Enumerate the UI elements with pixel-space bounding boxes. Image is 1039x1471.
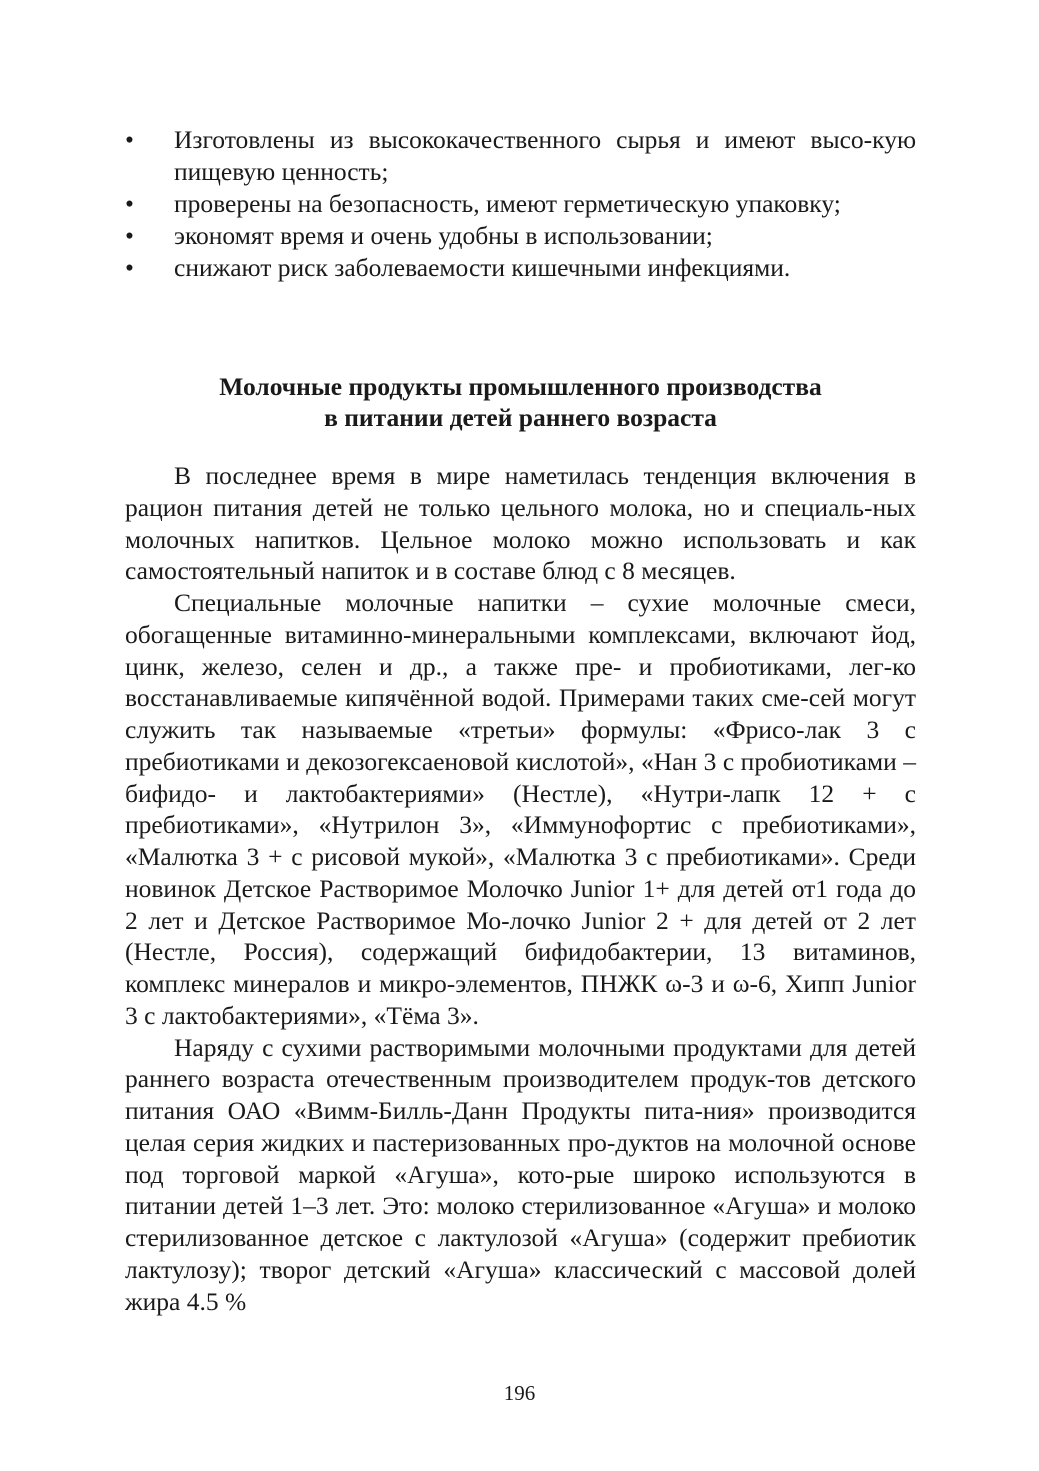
list-item-text: Изготовлены из высококачественного сырья и имеют высо-кую пищевую ценность;	[174, 125, 916, 186]
list-item-text: экономят время и очень удобны в использовании;	[174, 221, 713, 250]
section-heading-line-2: в питании детей раннего возраста	[324, 403, 717, 432]
bullet-list	[125, 124, 916, 284]
paragraph: Наряду с сухими растворимыми молочными продуктами для детей раннего возраста отечественным производителем продук-тов детского питания ОАО «Вимм-Билль-Данн Продукты пита-ния» производится целая серия жидких и пастеризованных про-дуктов на молочной основе под торговой маркой «Агуша», кото-рые широко используются в питании детей 1–3 лет. Это: молоко стерилизованное «Агуша» и молоко стерилизованное детское с лактулозой «Агуша» (содержит пребиотик лактулозу); творог детский «Агуша» классический с массовой долей жира 4.5 %	[125, 1032, 916, 1316]
paragraph: В последнее время в мире наметилась тенденция включения в рацион питания детей не только цельного молока, но и специаль-ных молочных напитков. Цельное молоко можно использовать и как самостоятельный напиток и в составе блюд с 8 месяцев.	[125, 461, 916, 586]
section-heading	[125, 371, 916, 433]
list-item	[125, 124, 916, 188]
list-item	[125, 252, 916, 284]
list-item-text: снижают риск заболеваемости кишечными инфекциями.	[174, 253, 791, 282]
list-item	[125, 188, 916, 220]
page-number: 196	[503, 1381, 536, 1405]
list-item-text: проверены на безопасность, имеют герметическую упаковку;	[174, 189, 841, 218]
bullet-icon: •	[125, 221, 134, 250]
body-text	[125, 460, 916, 1317]
list-item	[125, 220, 916, 252]
section-heading-line-1: Молочные продукты промышленного производства	[219, 372, 822, 401]
paragraph: Специальные молочные напитки – сухие молочные смеси, обогащенные витаминно-минеральными комплексами, включают йод, цинк, железо, селен и др., а также пре- и пробиотиками, лег-ко восстанавливаемые кипячённой водой. Примерами таких сме-сей могут служить так называемые «третьи» формулы: «Фрисо-лак 3 с пребиотиками и декозогексаеновой кислотой», «Нан 3 с пробиотиками – бифидо- и лактобактериями» (Нестле), «Нутри-лапк 12 + с пребиотиками», «Нутрилон 3», «Иммунофортис с пребиотиками», «Малютка 3 + с рисовой мукой», «Малютка 3 с пребиотиками». Среди новинок Детское Растворимое Молочко Junior 1+ для детей от1 года до 2 лет и Детское Растворимое Мо-лочко Junior 2 + для детей от 2 лет (Нестле, Россия), содержащий бифидобактерии, 13 витаминов, комплекс минералов и микро-элементов, ПНЖК ω-3 и ω-6, Хипп Junior 3 с лактобактериями», «Тёма 3».	[125, 588, 916, 1030]
bullet-icon: •	[125, 125, 134, 154]
bullet-icon: •	[125, 253, 134, 282]
bullet-icon: •	[125, 189, 134, 218]
page-content	[125, 124, 916, 1317]
